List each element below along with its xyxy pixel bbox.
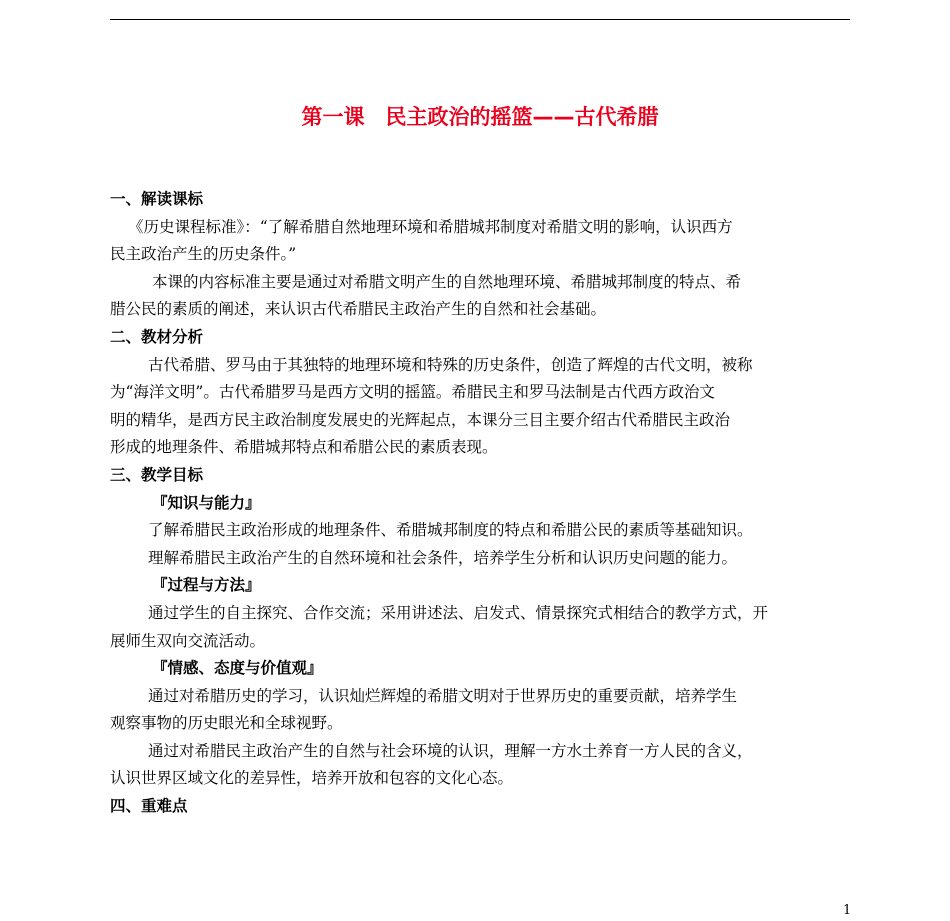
page-number: 1 bbox=[843, 903, 852, 918]
paragraph-line: 理解希腊民主政治产生的自然环境和社会条件，培养学生分析和认识历史问题的能力。 bbox=[148, 548, 738, 567]
paragraph-line: 了解希腊民主政治形成的地理条件、希腊城邦制度的特点和希腊公民的素质等基础知识。 bbox=[148, 521, 753, 540]
paragraph-line: 明的精华，是西方民主政治制度发展史的光辉起点，本课分三目主要介绍古代希腊民主政治 bbox=[110, 410, 731, 429]
section-heading-textbook-analysis: 二、教材分析 bbox=[110, 327, 204, 346]
paragraph-line: 认识世界区域文化的差异性，培养开放和包容的文化心态。 bbox=[110, 769, 514, 788]
paragraph-line: 古代希腊、罗马由于其独特的地理环境和特殊的历史条件，创造了辉煌的古代文明，被称 bbox=[148, 355, 753, 374]
paragraph-line: 腊公民的素质的阐述，来认识古代希腊民主政治产生的自然和社会基础。 bbox=[110, 300, 607, 319]
paragraph-line: 观察事物的历史眼光和全球视野。 bbox=[110, 714, 343, 733]
section-heading-teaching-goals: 三、教学目标 bbox=[110, 465, 204, 484]
section-heading-key-points: 四、重难点 bbox=[110, 797, 188, 816]
paragraph-line: 展师生双向交流活动。 bbox=[110, 631, 266, 650]
paragraph-line: 通过对希腊历史的学习，认识灿烂辉煌的希腊文明对于世界历史的重要贡献，培养学生 bbox=[148, 686, 738, 705]
paragraph-line: 民主政治产生的历史条件。” bbox=[110, 245, 297, 264]
paragraph-line: 为“海洋文明”。古代希腊罗马是西方文明的摇篮。希腊民主和罗马法制是古代西方政治文 bbox=[110, 383, 715, 402]
paragraph-line: 《历史课程标准》：“了解希腊自然地理环境和希腊城邦制度对希腊文明的影响，认识西方 bbox=[128, 217, 733, 236]
subheading-process-method: 『过程与方法』 bbox=[152, 576, 261, 595]
paragraph-line: 形成的地理条件、希腊城邦特点和希腊公民的素质表现。 bbox=[110, 438, 498, 457]
section-heading-curriculum: 一、解读课标 bbox=[110, 190, 204, 208]
subheading-emotion-values: 『情感、态度与价值观』 bbox=[152, 659, 323, 678]
lesson-title: 第一课 民主政治的摇篮——古代希腊 bbox=[301, 105, 659, 129]
document-body bbox=[110, 186, 852, 821]
paragraph-line: 通过对希腊民主政治产生的自然与社会环境的认识，理解一方水土养育一方人民的含义， bbox=[148, 741, 753, 760]
header-rule bbox=[110, 19, 850, 20]
paragraph-line: 通过学生的自主探究、合作交流；采用讲述法、启发式、情景探究式相结合的教学方式，开 bbox=[148, 603, 769, 622]
subheading-knowledge-ability: 『知识与能力』 bbox=[152, 493, 261, 512]
paragraph-line: 本课的内容标准主要是通过对希腊文明产生的自然地理环境、希腊城邦制度的特点、希 bbox=[152, 272, 742, 291]
